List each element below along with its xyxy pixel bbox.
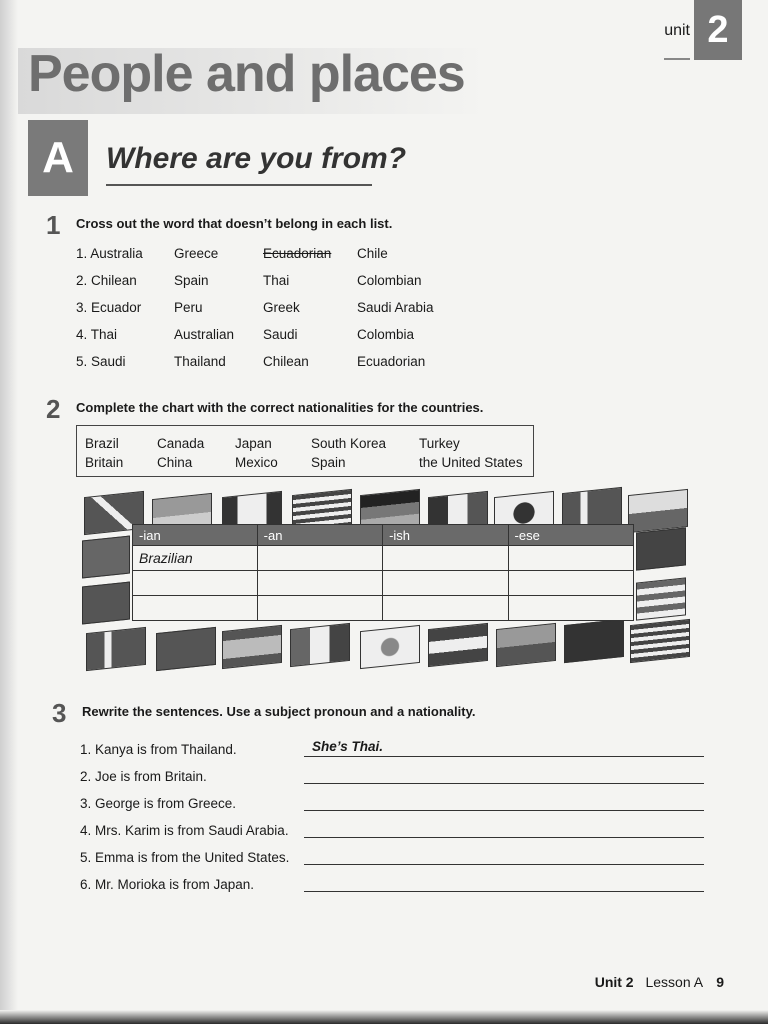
- list-word: Thai: [263, 273, 290, 288]
- list-word: Ecuadorian: [357, 354, 426, 369]
- sentence-prompt: 6. Mr. Morioka is from Japan.: [80, 877, 255, 892]
- sentence-prompt: 5. Emma is from the United States.: [80, 850, 290, 865]
- sentence-prompt: 1. Kanya is from Thailand.: [80, 742, 237, 757]
- list-word: Thailand: [174, 354, 226, 369]
- chart-header: -ian: [133, 525, 258, 546]
- flag-spain-icon: [222, 625, 282, 669]
- flag-australia-icon: [564, 619, 624, 663]
- unit-number: 2: [694, 0, 742, 60]
- list-word: 4. Thai: [76, 327, 118, 342]
- chart-example-answer: Brazilian: [133, 546, 258, 571]
- list-word: Saudi: [263, 327, 298, 342]
- exercise-3-list: [80, 730, 704, 892]
- chart-cell[interactable]: [383, 571, 508, 596]
- page-number: 9: [716, 974, 724, 990]
- country-word: South Korea: [311, 436, 387, 451]
- flag-korea-icon: [360, 625, 420, 669]
- flag-icon: [290, 623, 350, 667]
- table-row: [133, 546, 634, 571]
- exercise-1-number: 1: [46, 210, 61, 240]
- flag-icon: [636, 527, 686, 570]
- page-edge-shadow: [0, 0, 18, 1024]
- list-item: [80, 865, 704, 892]
- flag-switzerland-icon: [82, 535, 130, 578]
- flag-greece-icon: [630, 619, 690, 663]
- answer-line[interactable]: [304, 874, 704, 892]
- unit-label: unit: [664, 22, 690, 60]
- country-word: Spain: [311, 455, 346, 470]
- country-word: Japan: [235, 436, 272, 451]
- list-word: 3. Ecuador: [76, 300, 142, 315]
- country-word: Britain: [85, 455, 124, 470]
- list-word: Australian: [174, 327, 235, 342]
- answer-line[interactable]: [304, 847, 704, 865]
- flag-turkey-icon: [156, 627, 216, 671]
- list-word: Chilean: [263, 354, 309, 369]
- chart-cell[interactable]: [383, 596, 508, 621]
- country-word: Canada: [157, 436, 205, 451]
- chart-cell[interactable]: [257, 571, 382, 596]
- list-word: Colombia: [357, 327, 415, 342]
- list-word: 2. Chilean: [76, 273, 137, 288]
- section-letter: A: [28, 120, 88, 196]
- bottom-edge-shadow: [0, 1010, 768, 1024]
- section-underline: [106, 184, 372, 186]
- list-word: Spain: [174, 273, 209, 288]
- list-item: [80, 757, 704, 784]
- sentence-prompt: 3. George is from Greece.: [80, 796, 237, 811]
- exercise-1-instruction: Cross out the word that doesn’t belong in each list.: [76, 216, 393, 231]
- country-word: Turkey: [419, 436, 460, 451]
- page-title: People and places: [28, 45, 465, 103]
- exercise-1-list: [76, 240, 467, 375]
- chart-cell[interactable]: [383, 546, 508, 571]
- chart-header: -ish: [383, 525, 508, 546]
- exercise-3-number: 3: [52, 698, 67, 728]
- country-word: Brazil: [85, 436, 119, 451]
- page-footer: [595, 974, 724, 990]
- chart-header: -an: [257, 525, 382, 546]
- footer-unit: Unit 2: [594, 974, 634, 990]
- list-word: Chile: [357, 246, 388, 261]
- answer-line[interactable]: She’s Thai.: [304, 739, 704, 757]
- table-row: [133, 571, 634, 596]
- chart-cell[interactable]: [133, 571, 258, 596]
- flag-icon: [628, 489, 688, 533]
- section-title: Where are you from?: [106, 142, 407, 175]
- table-row: [133, 596, 634, 621]
- list-item: [76, 267, 467, 294]
- chart-cell[interactable]: [257, 596, 382, 621]
- list-word: 1. Australia: [76, 246, 143, 261]
- list-item: [80, 730, 704, 757]
- chart-header-row: [133, 525, 634, 546]
- list-word: Greece: [174, 246, 219, 261]
- list-word: Peru: [174, 300, 203, 315]
- list-item: [76, 321, 467, 348]
- list-word: 5. Saudi: [76, 354, 126, 369]
- chart-cell[interactable]: [257, 546, 382, 571]
- exercise-2-number: 2: [46, 394, 61, 424]
- list-item: [76, 240, 467, 267]
- list-item: [80, 784, 704, 811]
- country-word: China: [157, 455, 193, 470]
- chart-cell[interactable]: [508, 546, 633, 571]
- exercise-3-instruction: Rewrite the sentences. Use a subject pronoun and a nationality.: [82, 704, 476, 719]
- flag-denmark-icon: [86, 627, 146, 671]
- crossed-out-word: Ecuadorian: [263, 246, 332, 261]
- flag-icon: [428, 623, 488, 667]
- footer-lesson: Lesson A: [645, 974, 703, 990]
- country-word-box: [76, 425, 534, 477]
- flag-icon: [496, 623, 556, 667]
- sentence-prompt: 4. Mrs. Karim is from Saudi Arabia.: [80, 823, 289, 838]
- flag-icon: [636, 577, 686, 620]
- country-word: Mexico: [235, 455, 278, 470]
- list-word: Colombian: [357, 273, 422, 288]
- list-item: [76, 348, 467, 375]
- chart-cell[interactable]: [508, 571, 633, 596]
- chart-cell[interactable]: [133, 596, 258, 621]
- nationality-chart: [132, 524, 634, 621]
- country-word: the United States: [419, 455, 523, 470]
- answer-line[interactable]: [304, 820, 704, 838]
- unit-tab: [664, 0, 742, 60]
- answer-line[interactable]: [304, 766, 704, 784]
- list-item: [80, 811, 704, 838]
- flag-china-icon: [82, 581, 130, 624]
- list-word: Saudi Arabia: [357, 300, 434, 315]
- list-word: Greek: [263, 300, 300, 315]
- exercise-2-instruction: Complete the chart with the correct nationalities for the countries.: [76, 400, 484, 415]
- chart-header: -ese: [508, 525, 633, 546]
- list-item: [80, 838, 704, 865]
- chart-cell[interactable]: [508, 596, 633, 621]
- list-item: [76, 294, 467, 321]
- sentence-prompt: 2. Joe is from Britain.: [80, 769, 207, 784]
- answer-line[interactable]: [304, 793, 704, 811]
